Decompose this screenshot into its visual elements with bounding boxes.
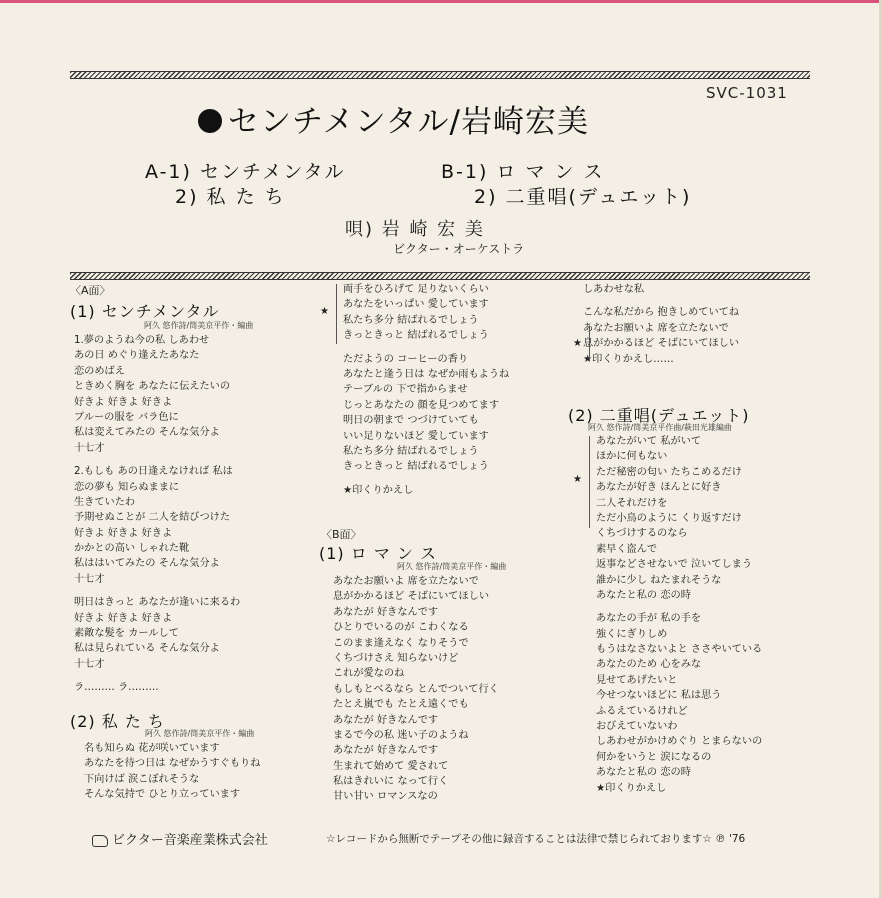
lyric-line: こんな私だから 抱きしめていてね (583, 307, 740, 319)
track-a1: A-1) センチメンタル (145, 161, 346, 183)
lyric-line: ひとりでいるのが こわくなる (333, 622, 469, 634)
orchestra-credit: ビクター・オーケストラ (393, 242, 525, 256)
lyric-line: あなたが好き ほんとに好き (596, 482, 722, 494)
refrain-star-icon: ★ (320, 306, 329, 317)
lyric-line: 息がかかるほど そばにいてほしい (583, 338, 740, 350)
lyric-line: あなたがいて 私がいて (596, 436, 702, 447)
lyric-line: いい足りないほど 愛しています (343, 430, 489, 442)
lyric-line: おびえていないわ (596, 721, 678, 733)
lyric-line (583, 297, 739, 305)
lyric-line: あなたお願いよ 席を立たないで (333, 576, 479, 587)
lyric-line (74, 587, 240, 595)
lyric-line: あなたと私の 恋の時 (596, 767, 691, 779)
lyric-line: ブルーの服を バラ色に (74, 411, 179, 423)
side-a-label: 〈A面〉 (70, 284, 111, 297)
lyric-line: 十七才 (74, 658, 105, 670)
lyric-line: 二人それだけを (596, 497, 668, 509)
page-title (198, 96, 589, 141)
lyric-line: ★印くりかえし (596, 782, 667, 794)
lyric-line: 私は見られている そんな気分よ (74, 643, 220, 655)
lyric-line: ★印くりかえし (343, 484, 414, 496)
track-b1: B-1) ロ マ ン ス (441, 161, 605, 183)
lyric-line: ただ秘密の匂い たちこめるだけ (596, 466, 742, 478)
top-divider (70, 71, 810, 79)
right-top-lyrics (583, 282, 739, 367)
lyric-line: 好きよ 好きよ 好きよ (74, 612, 173, 624)
lyric-line: 生まれて始めて 愛されて (333, 760, 449, 772)
lyric-line: じっとあなたの 顔を見つめてます (343, 399, 500, 411)
lyric-line: くちづけさえ 知らないけど (333, 652, 459, 664)
song-watashitachi-title: (2) 私 た ち (70, 712, 165, 731)
lyric-line: あなたを待つ日は なぜかうすぐもりね (84, 758, 261, 770)
lyric-line: ときめく胸を あなたに伝えたいの (74, 381, 231, 393)
lyric-line: 恋のめばえ (74, 365, 125, 377)
lyric-line: 恋の夢も 知らぬままに (74, 481, 180, 493)
refrain-bracket (336, 284, 337, 344)
lyric-line: 1.夢のようね今の私 しあわせ (74, 335, 210, 346)
lyric-line: しあわせがかけめぐり とまらないの (596, 736, 763, 748)
lyric-line: 明日はきっと あなたが逢いに来るわ (74, 597, 241, 609)
song-romance-lyrics (333, 574, 499, 805)
lyric-line: 誰かに少し ねたまれそうな (596, 574, 722, 586)
lyric-line: 甘い甘い ロマンスなの (333, 791, 438, 803)
lyric-line: あなたをいっぱい 愛しています (343, 299, 489, 311)
side-b-label: 〈B面〉 (321, 528, 362, 541)
lyric-line: 何かをいうと 涙になるの (596, 751, 712, 763)
lyric-line: 私は変えてみたの そんな気分よ (74, 427, 220, 439)
right-refrain-bracket (589, 327, 590, 361)
track-a2: 2) 私 た ち (175, 186, 286, 208)
lyric-line: ★印くりかえし…… (583, 353, 674, 365)
lyric-line: 今せつないほどに 私は思う (596, 690, 722, 702)
lyric-line (74, 672, 240, 680)
lyric-line: 十七才 (74, 573, 105, 585)
lyric-line (343, 475, 509, 483)
lyric-line: かかとの高い しゃれた靴 (74, 543, 190, 555)
lyric-line: あなたが 好きなんです (333, 606, 439, 618)
lyric-line: きっときっと 結ばれるでしょう (343, 461, 489, 473)
song-duet-title: (2) 二重唱(デュエット) (568, 406, 750, 425)
lyric-line (74, 456, 240, 464)
lyric-line: 素早く盗んで (596, 543, 658, 555)
title-text: センチメンタル/岩崎宏美 (228, 104, 589, 140)
song-sentimental-credit: 阿久 悠作詩/筒美京平作・編曲 (144, 321, 254, 330)
lyric-line: ほかに何もない (596, 451, 668, 463)
lyric-line: 私ははいてみたの そんな気分よ (74, 558, 220, 570)
lyric-line: くちづけするのなら (596, 528, 688, 540)
lyric-line: あなたの手が 私の手を (596, 613, 702, 625)
lyric-line: ただ小鳥のように くり返すだけ (596, 512, 742, 524)
lyric-line: このまま逢えなく なりそうで (333, 637, 469, 649)
song-sentimental-lyrics (74, 333, 240, 696)
track-b2: 2) 二重唱(デュエット) (474, 186, 692, 208)
lyric-line: 私たち多分 結ばれるでしょう (343, 445, 479, 457)
lyric-line: 私はきれいに なって行く (333, 776, 449, 788)
copyright-notice: ☆レコードから無断でテープその他に録音することは法律で禁じられております☆ ℗ '76 (326, 833, 746, 845)
lyric-line: これが愛なのね (333, 668, 405, 680)
lyric-line (596, 603, 762, 611)
lyric-line: まるで今の私 迷い子のようね (333, 729, 469, 741)
lyric-line: 両手をひろげて 足りないくらい (343, 284, 489, 295)
lyric-line: 返事などさせないで 泣いてしまう (596, 559, 753, 571)
lyric-line: 明日の朝まで つづけていても (343, 415, 479, 427)
company-name (92, 829, 268, 848)
victor-dog-logo-icon (92, 835, 108, 847)
lyric-line: 好きよ 好きよ 好きよ (74, 396, 173, 408)
lyric-line: ラ……… ラ……… (74, 682, 159, 694)
catalog-number: SVC-1031 (706, 84, 788, 102)
lyric-line: あなたが 好きなんです (333, 745, 439, 757)
lyric-line: ふるえているけれど (596, 705, 688, 717)
lyric-line: あなたのため 心をみな (596, 659, 702, 671)
duet-bracket (589, 436, 590, 528)
song-romance-title: (1) ロ マ ン ス (319, 544, 438, 563)
lyric-line: 息がかかるほど そばにいてほしい (333, 591, 490, 603)
lyric-line: もしもとべるなら とんでついて行く (333, 683, 499, 695)
song-duet-credit: 阿久 悠作詩/筒美京平作曲/萩田光雄編曲 (588, 423, 732, 432)
lyric-line: 生きていたわ (74, 496, 136, 508)
song-watashitachi-credit: 阿久 悠作詩/筒美京平作・編曲 (145, 729, 255, 738)
middle-divider (70, 272, 810, 280)
lyric-line: そんな気持で ひとり立っています (84, 789, 241, 801)
lyric-line: 予期せぬことが 二人を結びつけた (74, 512, 231, 524)
lyric-line: あなたと私の 恋の時 (596, 589, 691, 601)
lyric-line: あの日 めぐり逢えたあなた (74, 350, 200, 362)
lyric-line: あなたが 好きなんです (333, 714, 439, 726)
song-duet-lyrics (596, 434, 762, 796)
top-color-strip (0, 0, 882, 3)
lyric-line: 2.もしも あの日逢えなければ 私は (74, 466, 233, 478)
lyric-line: 下向けば 涙こぼれそうな (84, 773, 200, 785)
middle-lyrics (343, 282, 509, 498)
lyric-line: しあわせな私 (583, 284, 645, 295)
lyric-line: 見せてあげたいと (596, 674, 678, 686)
duet-star-icon: ★ (573, 474, 582, 485)
bullet-dot-icon (198, 109, 222, 133)
lyric-line (343, 344, 509, 352)
lyric-line: あなたお願いよ 席を立たないで (583, 322, 729, 334)
lyric-line: テーブルの 下で指からませ (343, 384, 468, 396)
lyric-line: 私たち多分 結ばれるでしょう (343, 314, 479, 326)
song-sentimental-title: (1) センチメンタル (70, 302, 220, 321)
lyric-line: 名も知らぬ 花が咲いています (84, 743, 220, 754)
lyric-line: 素敵な髪を カールして (74, 628, 179, 640)
lyric-line: もうはなさないよと ささやいている (596, 644, 763, 656)
lyric-line: たとえ嵐でも たとえ遠くでも (333, 699, 469, 711)
lyric-line: 強くにぎりしめ (596, 628, 668, 640)
lyric-line: ただようの コーヒーの香り (343, 353, 469, 365)
lyric-line: 好きよ 好きよ 好きよ (74, 527, 173, 539)
lyric-line: きっときっと 結ばれるでしょう (343, 330, 489, 342)
company-text: ビクター音楽産業株式会社 (112, 833, 268, 848)
lyric-line: あなたと逢う日は なぜか雨もようね (343, 368, 510, 380)
lyric-line: 十七才 (74, 442, 105, 454)
song-romance-credit: 阿久 悠作詩/筒美京平作・編曲 (397, 562, 507, 571)
song-watashitachi-lyrics (84, 741, 260, 803)
singer-credit: 唄) 岩 崎 宏 美 (345, 219, 485, 240)
right-star-icon: ★ (573, 338, 582, 349)
